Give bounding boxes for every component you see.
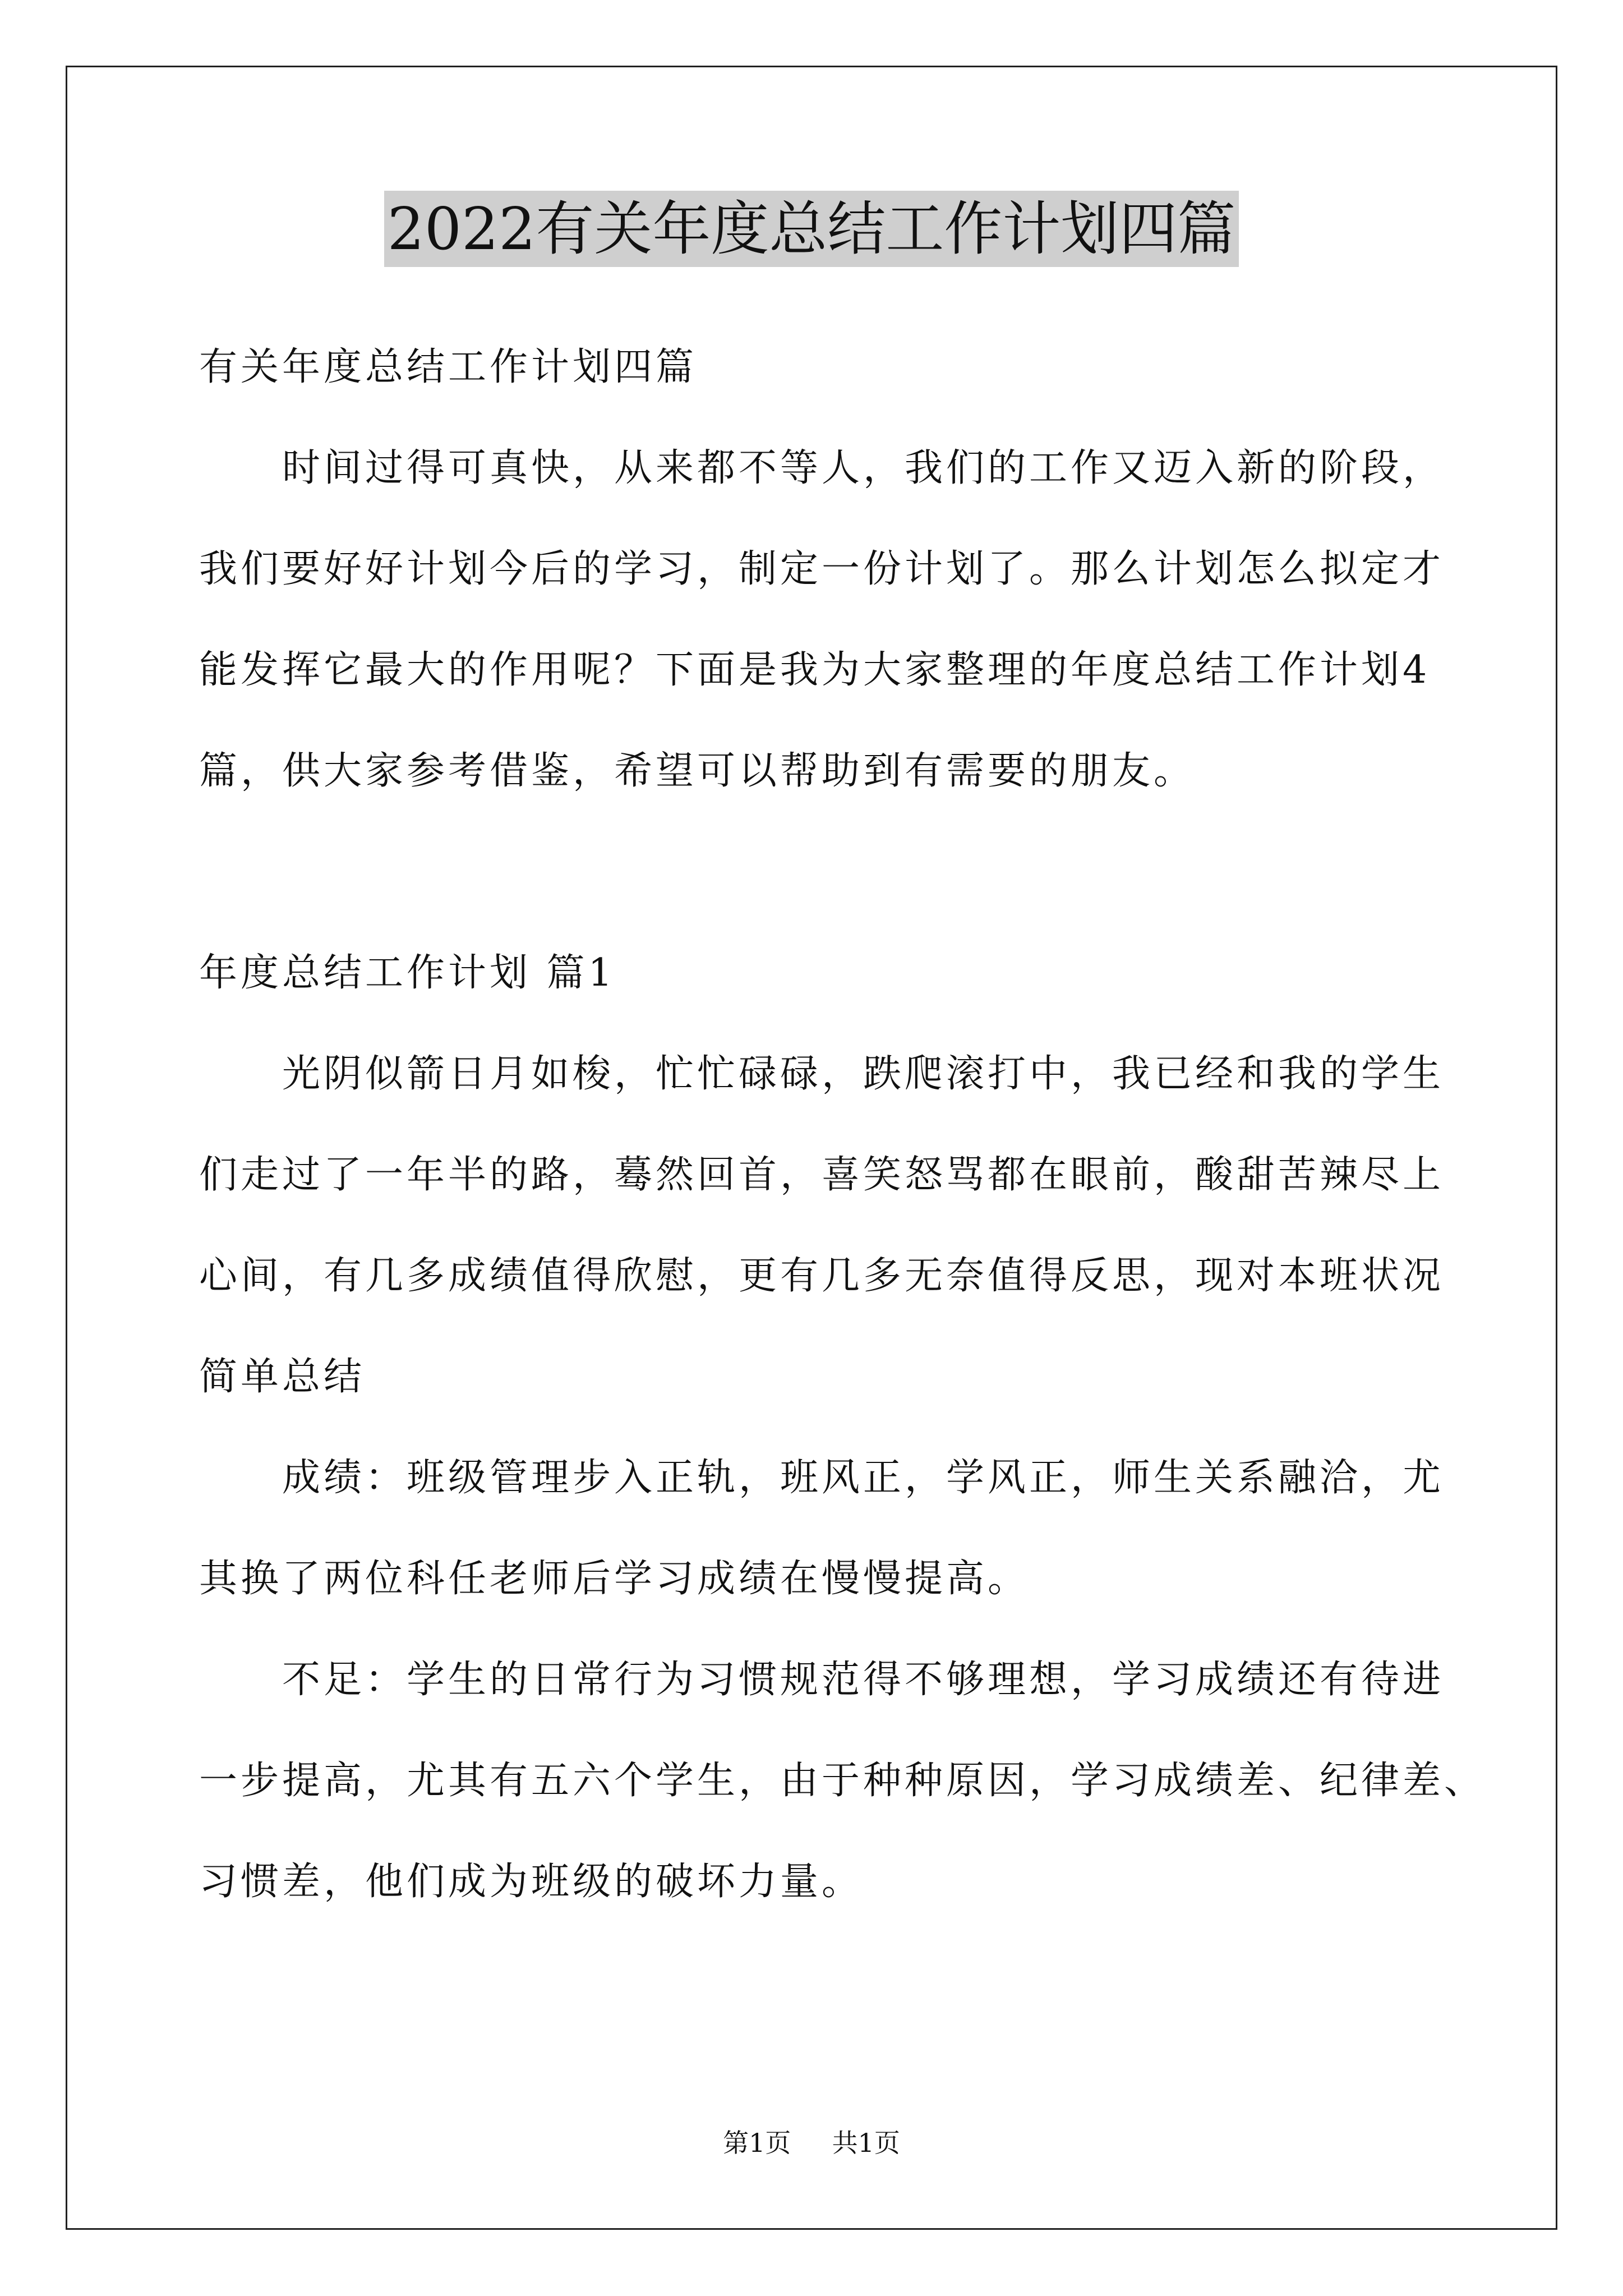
paragraph-line: 们走过了一年半的路，蓦然回首，喜笑怒骂都在眼前，酸甜苦辣尽上 — [199, 1153, 1445, 1197]
document-body — [199, 317, 1486, 1932]
paragraph-line: 不足：学生的日常行为习惯规范得不够理想，学习成绩还有待进 — [282, 1658, 1445, 1702]
intro-line: 篇，供大家参考借鉴，希望可以帮助到有需要的朋友。 — [199, 749, 1196, 793]
intro-line: 能发挥它最大的作用呢？下面是我为大家整理的年度总结工作计划4 — [199, 648, 1431, 692]
paragraph-line: 简单总结 — [199, 1355, 366, 1399]
page-number-current: 第1页 — [723, 2128, 791, 2158]
blank-line — [199, 822, 1467, 923]
paragraph-line: 一步提高，尤其有五六个学生，由于种种原因，学习成绩差、纪律差、 — [199, 1759, 1486, 1803]
intro-line: 我们要好好计划今后的学习，制定一份计划了。那么计划怎么拟定才 — [199, 547, 1445, 591]
paragraph-line: 习惯差，他们成为班级的破坏力量。 — [199, 1860, 864, 1904]
paragraph-line: 心间，有几多成绩值得欣慰，更有几多无奈值得反思，现对本班状况 — [199, 1254, 1445, 1298]
subtitle: 有关年度总结工作计划四篇 — [199, 345, 698, 389]
paragraph-line: 其换了两位科任老师后学习成绩在慢慢提高。 — [199, 1557, 1030, 1601]
document-title: 2022有关年度总结工作计划四篇 — [384, 191, 1239, 267]
title-container — [0, 191, 1623, 267]
intro-line: 时间过得可真快，从来都不等人，我们的工作又迈入新的阶段， — [282, 446, 1445, 490]
section-heading: 年度总结工作计划 篇1 — [199, 951, 616, 995]
page-number-total: 共1页 — [832, 2128, 900, 2158]
paragraph-line: 成绩：班级管理步入正轨，班风正，学风正，师生关系融洽，尤 — [282, 1456, 1445, 1500]
page-footer — [0, 2126, 1623, 2160]
paragraph-line: 光阴似箭日月如梭，忙忙碌碌，跌爬滚打中，我已经和我的学生 — [282, 1052, 1445, 1096]
